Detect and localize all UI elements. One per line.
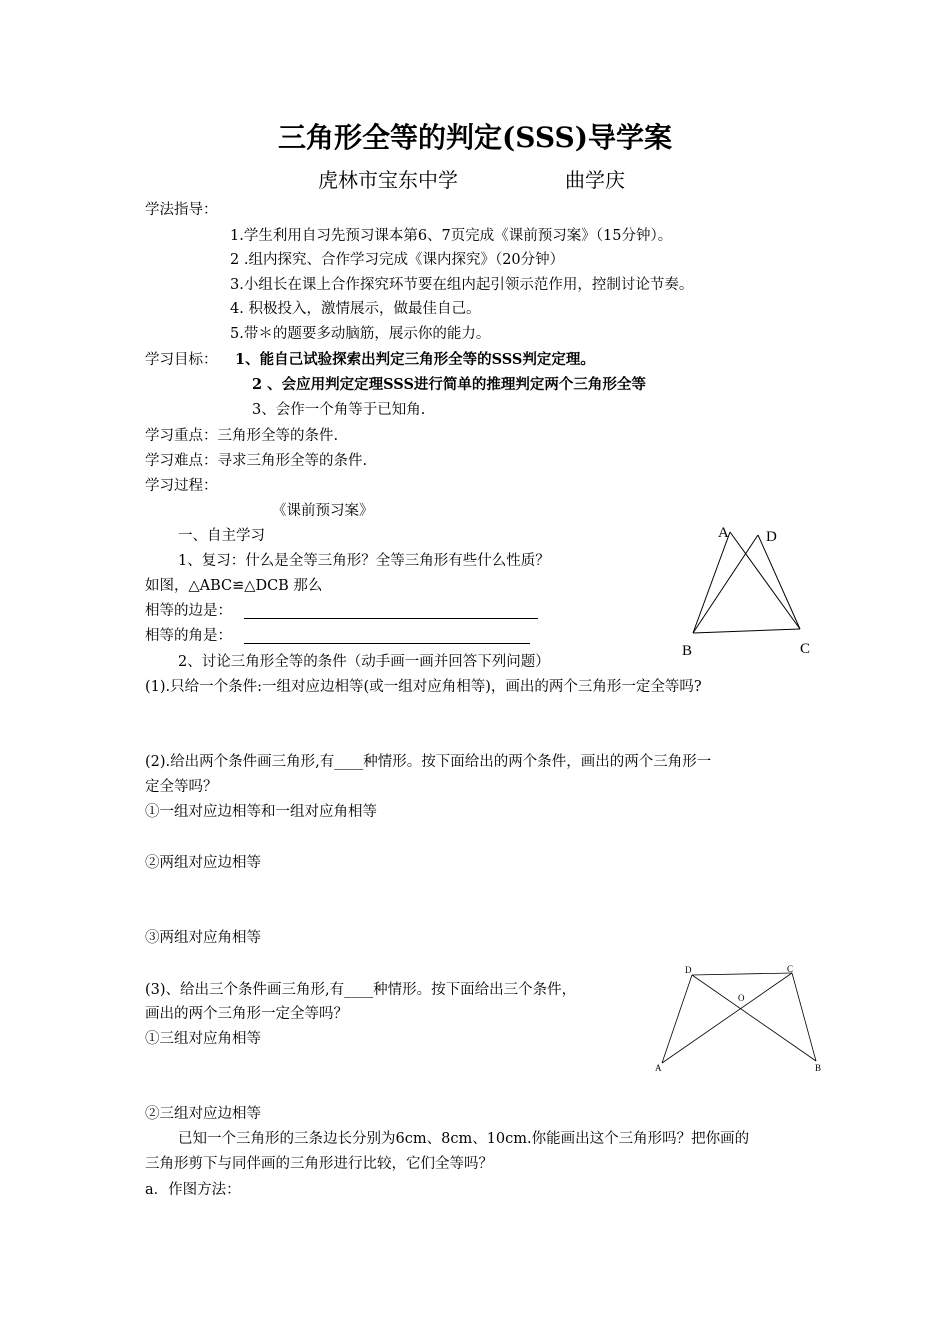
segment-ac (730, 532, 800, 629)
guidance-item: 5.带＊的题要多动脑筋，展示你的能力。 (230, 326, 491, 342)
label-d: D (766, 529, 777, 545)
figure-trapezoid (650, 960, 830, 1080)
discussion-heading: 2、讨论三角形全等的条件（动手画一画并回答下列问题） (178, 654, 550, 670)
guidance-heading: 学法指导： (145, 202, 218, 218)
label-o: O (738, 993, 745, 1003)
goal-item: 3、会作一个角等于已知角. (252, 402, 426, 418)
page-title: 三角形全等的判定(SSS)导学案 (278, 121, 672, 154)
guidance-item: 4. 积极投入，激情展示，做最佳自己。 (230, 301, 481, 317)
guidance-item: 2 .组内探究、合作学习完成《课内探究》（20分钟） (230, 252, 565, 268)
equal-sides-label: 相等的边是： (145, 603, 232, 619)
segment-ac (662, 973, 792, 1063)
segment-dc (758, 535, 800, 629)
label-c: C (787, 964, 794, 974)
condition-item: ②三组对应边相等 (145, 1106, 261, 1122)
segment-dc (692, 973, 792, 975)
label-b: B (682, 643, 693, 659)
condition-item: ①一组对应边相等和一组对应角相等 (145, 804, 377, 820)
segment-ab (693, 532, 730, 633)
condition-item: ①三组对应角相等 (145, 1031, 261, 1047)
preview-heading: 《课前预习案》 (272, 503, 374, 519)
key-point: 学习重点：三角形全等的条件. (145, 428, 339, 444)
label-b: B (815, 1063, 822, 1073)
segment-db (692, 975, 816, 1061)
review-question: 1、复习：什么是全等三角形？全等三角形有些什么性质？ (178, 553, 550, 569)
equal-sides-blank[interactable] (244, 618, 538, 619)
figure-text: 如图，△ABC≌△DCB 那么 (145, 578, 323, 594)
question-1: (1).只给一个条件:一组对应边相等(或一组对应角相等)，画出的两个三角形一定全等吗? (145, 679, 702, 695)
label-c: C (800, 641, 811, 657)
question-3-cont: 画出的两个三角形一定全等吗？ (145, 1006, 348, 1022)
label-a: A (655, 1063, 662, 1073)
segment-bc (693, 629, 800, 633)
guidance-item: 3.小组长在课上合作探究环节要在组内起引领示范作用，控制讨论节奏。 (230, 277, 694, 293)
goals-heading: 学习目标： (145, 352, 218, 368)
label-a: A (718, 525, 729, 541)
guidance-item: 1.学生利用自习先预习课本第6、7页完成《课前预习案》（15分钟）。 (230, 228, 673, 244)
task-text-cont: 三角形剪下与同伴画的三角形进行比较，它们全等吗？ (145, 1156, 493, 1172)
author-school: 虎林市宝东中学 (318, 168, 458, 192)
equal-angles-blank[interactable] (244, 643, 530, 644)
task-text: 已知一个三角形的三条边长分别为6cm、8cm、10cm.你能画出这个三角形吗？把你画的 (178, 1131, 750, 1147)
question-2-cont: 定全等吗？ (145, 779, 218, 795)
section-heading: 一、自主学习 (178, 528, 265, 544)
segment-ad (662, 975, 692, 1063)
goal-item: 2 、会应用判定定理SSS进行简单的推理判定两个三角形全等 (252, 376, 646, 393)
process-heading: 学习过程： (145, 478, 218, 494)
question-3: (3)、给出三个条件画三角形,有____种情形。按下面给出三个条件， (145, 982, 577, 998)
segment-bd (693, 535, 758, 633)
goal-item: 1、能自己试验探索出判定三角形全等的SSS判定定理。 (235, 351, 595, 368)
difficulty: 学习难点：寻求三角形全等的条件. (145, 453, 368, 469)
question-2: (2).给出两个条件画三角形,有____种情形。按下面给出的两个条件，画出的两个三角形一 (145, 754, 712, 770)
author-name: 曲学庆 (565, 168, 625, 192)
equal-angles-label: 相等的角是： (145, 628, 232, 644)
condition-item: ③两组对应角相等 (145, 930, 261, 946)
label-d: D (685, 965, 692, 975)
figure-congruent-triangles (670, 515, 830, 665)
condition-item: ②两组对应边相等 (145, 855, 261, 871)
segment-cb (792, 973, 816, 1061)
method-label: a．作图方法： (145, 1182, 241, 1198)
